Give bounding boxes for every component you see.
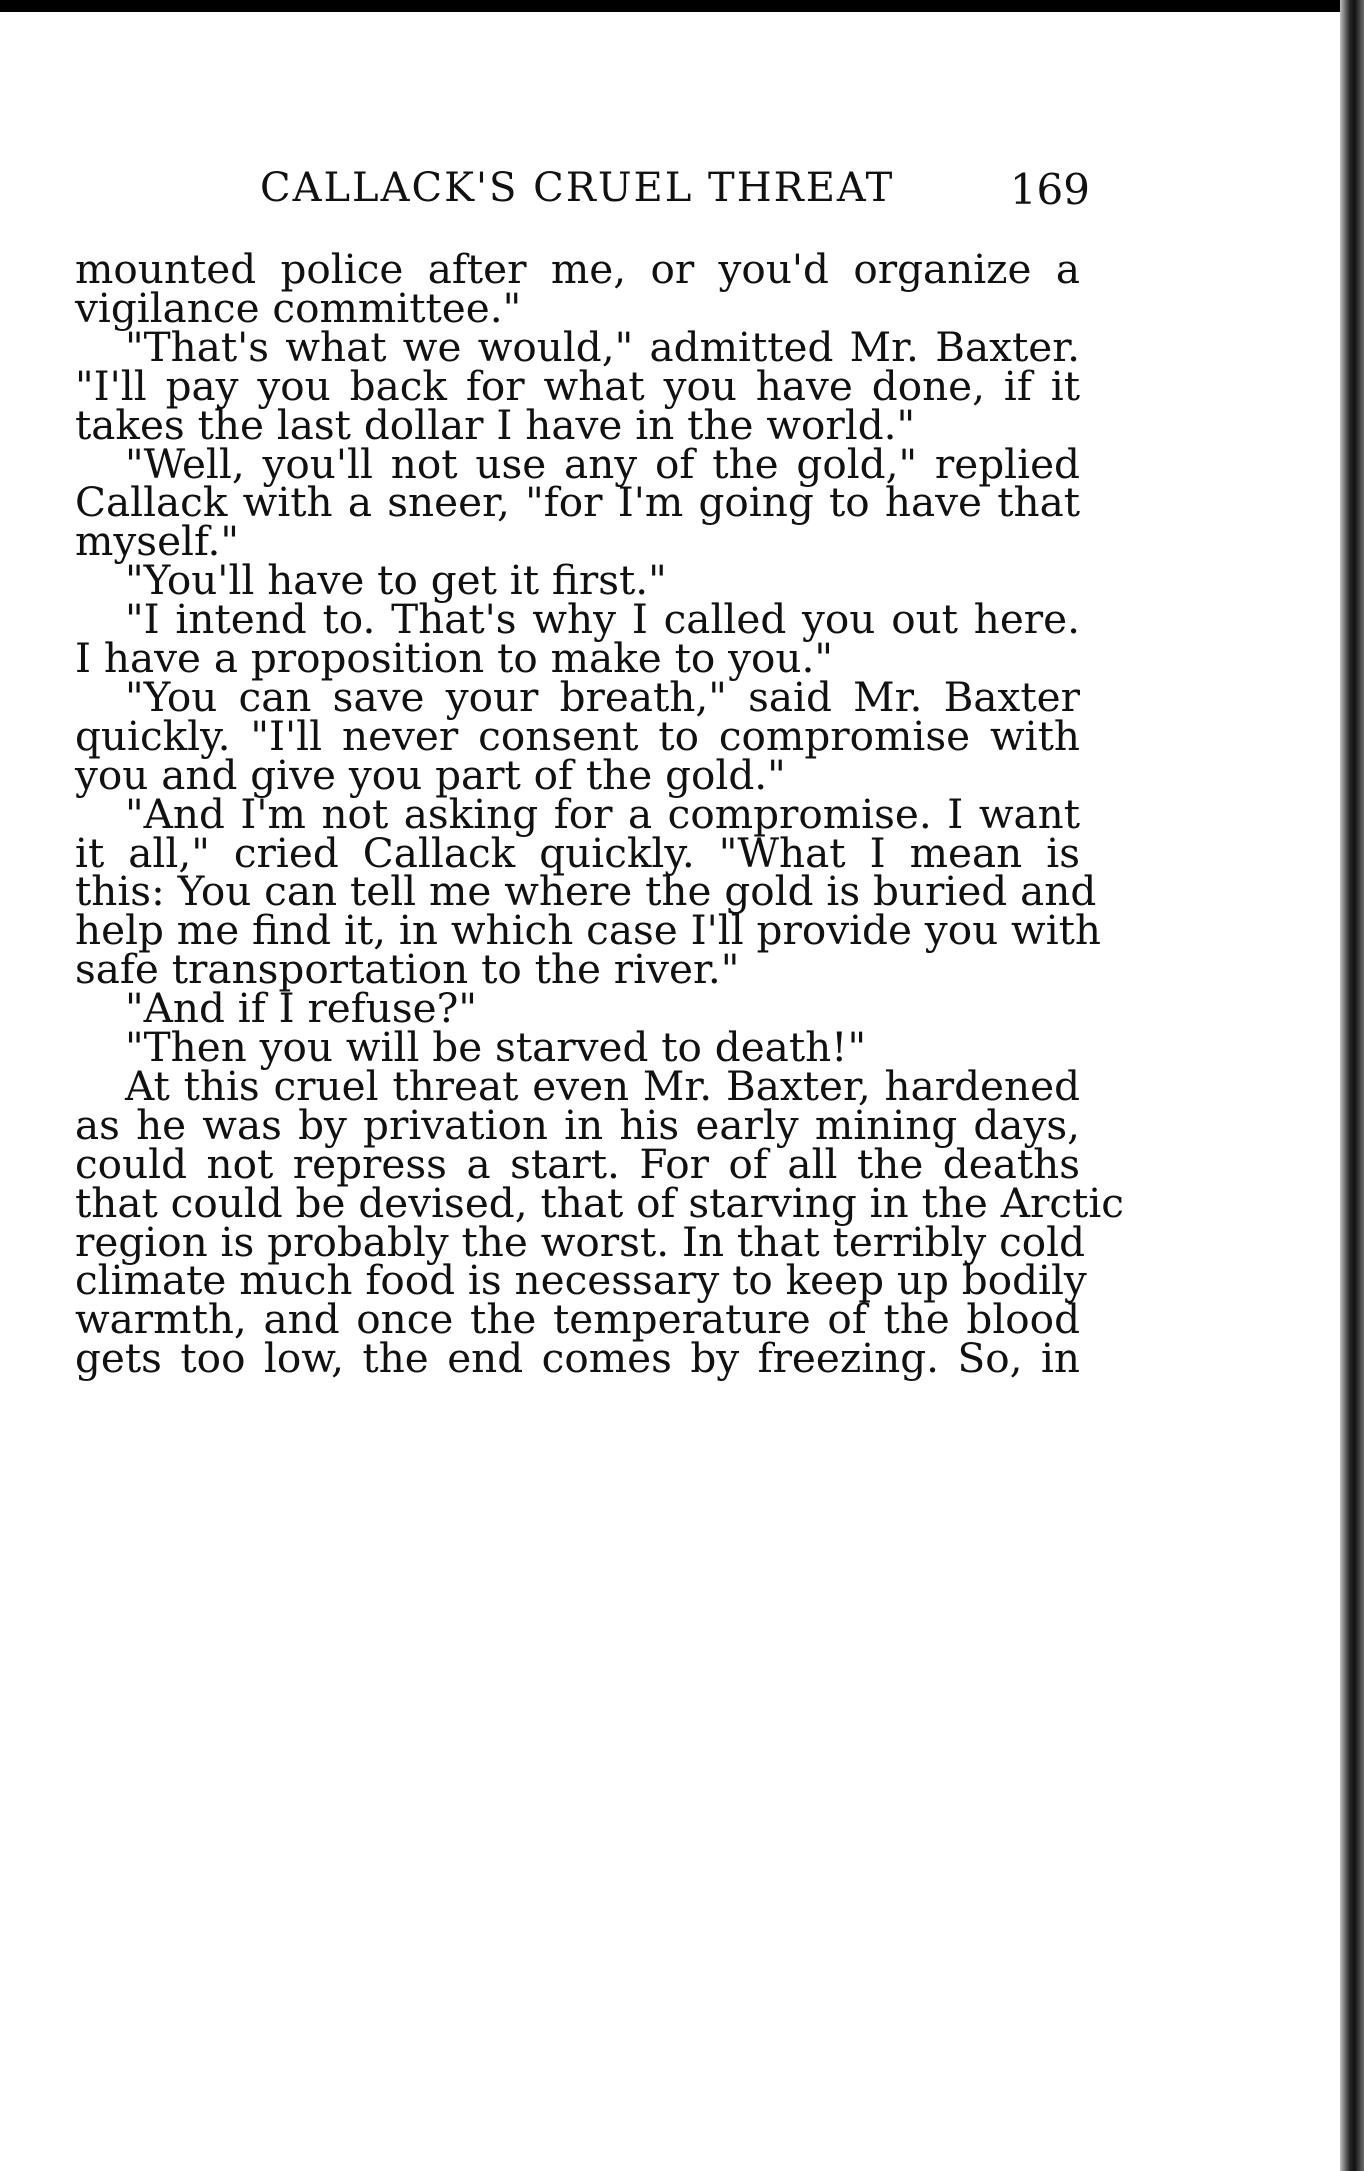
text-line: "And I'm not asking for a compromise. I want: [125, 789, 1080, 838]
text-line: help me find it, in which case I'll provide you with: [75, 906, 1102, 955]
text-line: vigilance committee.": [75, 283, 522, 332]
text-line: "That's what we would," admitted Mr. Baxter.: [125, 322, 1080, 371]
text-line: takes the last dollar I have in the world.": [75, 400, 916, 449]
text-line: At this cruel threat even Mr. Baxter, hardened: [125, 1061, 1080, 1110]
text-line: "Well, you'll not use any of the gold," replied: [125, 439, 1080, 488]
text-line: myself.": [75, 517, 240, 566]
text-line: "You can save your breath," said Mr. Baxter: [125, 672, 1080, 721]
text-line: mounted police after me, or you'd organize a: [75, 245, 1080, 293]
scan-top-edge: [0, 0, 1364, 12]
text-line: as he was by privation in his early mining days,: [75, 1100, 1080, 1149]
text-line: safe transportation to the river.": [75, 945, 740, 994]
text-line: this: You can tell me where the gold is buried and: [75, 867, 1097, 916]
text-line: climate much food is necessary to keep up bodily: [75, 1256, 1087, 1305]
text-line: warmth, and once the temperature of the blood: [75, 1295, 1080, 1344]
text-line: it all," cried Callack quickly. "What I mean is: [75, 828, 1080, 877]
text-line: "And if I refuse?": [125, 984, 477, 1033]
text-line: "I'll pay you back for what you have done, if it: [75, 361, 1080, 410]
text-line: gets too low, the end comes by freezing. So, in: [75, 1334, 1080, 1383]
running-head: CALLACK'S CRUEL THREAT: [260, 165, 895, 211]
text-line: "Then you will be starved to death!": [125, 1023, 867, 1071]
text-line: could not repress a start. For of all the deaths: [75, 1139, 1080, 1188]
text-line: you and give you part of the gold.": [75, 750, 786, 799]
page-number: 169: [1009, 165, 1090, 214]
text-line: "I intend to. That's why I called you out here.: [125, 595, 1080, 644]
text-line: that could be devised, that of starving in the Arctic: [75, 1178, 1124, 1227]
page-header: [75, 165, 1090, 225]
text-line: Callack with a sneer, "for I'm going to have that: [75, 478, 1080, 527]
scan-right-edge: [1340, 0, 1364, 2171]
text-line: quickly. "I'll never consent to compromise with: [75, 711, 1080, 760]
text-line: "You'll have to get it first.": [125, 556, 667, 605]
text-line: region is probably the worst. In that terribly cold: [75, 1217, 1086, 1266]
text-line: I have a proposition to make to you.": [75, 634, 833, 682]
